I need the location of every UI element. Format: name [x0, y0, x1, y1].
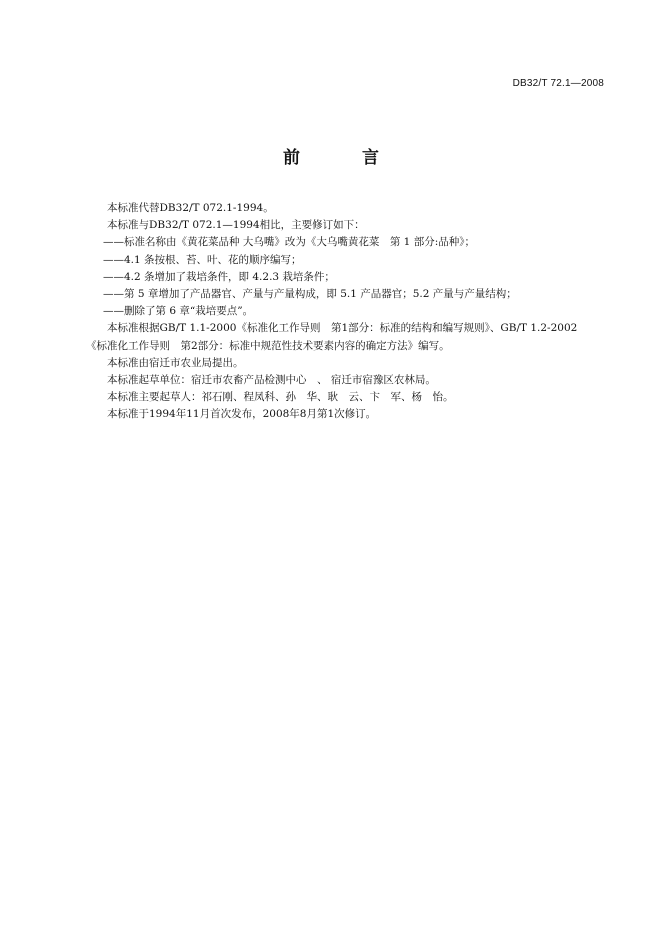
paragraph-drafting-units: 本标准起草单位：宿迁市农畜产品检测中心 、 宿迁市宿豫区农林局。 [107, 374, 436, 387]
paragraph-proposed-by: 本标准由宿迁市农业局提出。 [107, 356, 244, 369]
paragraph-drafting-basis: 本标准根据GB/T 1.1-2000《标准化工作导则 第1部分：标准的结构和编写规则》、GB/T 1.2-2002 [107, 322, 578, 335]
paragraph-replaces: 本标准代替DB32/T 072.1-1994。 [107, 202, 274, 214]
paragraph-drafting-basis-cont: 《标准化工作导则 第2部分：标准中规范性技术要素内容的确定方法》编写。 [86, 339, 450, 352]
paragraph-history: 本标准于1994年11月首次发布，2008年8月第1次修订。 [107, 408, 377, 421]
change-item-title: ——标准名称由《黄花菜品种 大乌嘴》改为《大乌嘴黄花菜 第 1 部分:品种》； [103, 236, 475, 249]
page-title: 前 言 [283, 148, 407, 168]
paragraph-drafters: 本标准主要起草人：祁石刚、程凤科、孙 华、耿 云、卞 军、杨 怡。 [107, 391, 454, 404]
change-item-4-1: ——4.1 条按根、苔、叶、花的顺序编写； [103, 253, 302, 266]
change-item-chapter-5: ——第 5 章增加了产品器官、产量与产量构成，即 5.1 产品器官；5.2 产量与产量结构； [103, 288, 517, 301]
change-item-4-2: ——4.2 条增加了栽培条件，即 4.2.3 栽培条件； [103, 270, 335, 283]
document-code: DB32/T 72.1—2008 [512, 78, 604, 89]
paragraph-changes-intro: 本标准与DB32/T 072.1—1994相比，主要修订如下： [107, 219, 365, 232]
foreword-body [88, 200, 608, 424]
change-item-chapter-6: ——删除了第 6 章“栽培要点”。 [103, 305, 254, 318]
